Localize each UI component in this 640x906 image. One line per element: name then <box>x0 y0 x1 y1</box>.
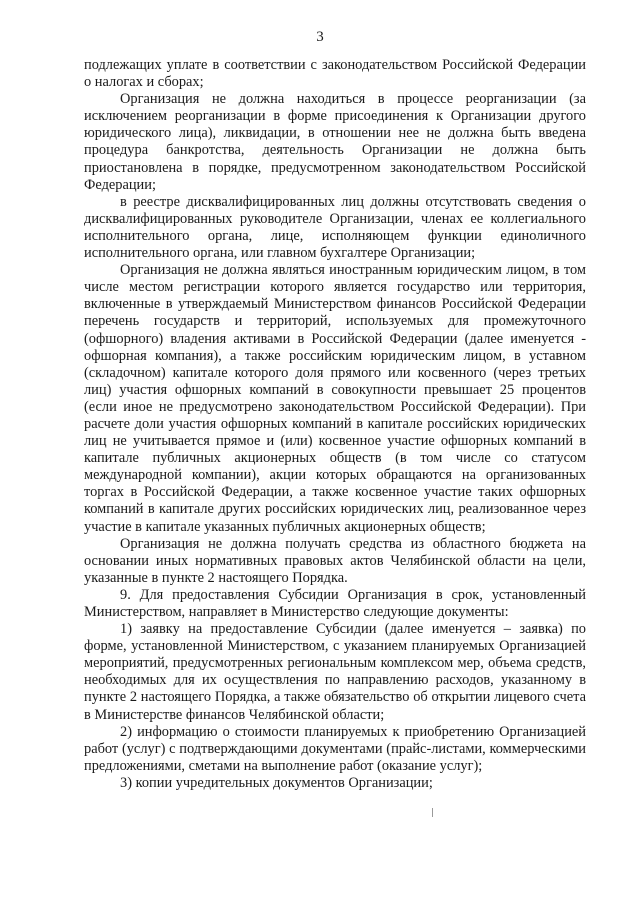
paragraph-item-9-documents: 9. Для предоставления Субсидии Организация в срок, установленный Министерством, направляет в Министерство следующие документы: <box>84 586 586 620</box>
paragraph-disqualified-persons-registry: в реестре дисквалифицированных лиц должны отсутствовать сведения о дисквалифицированных руководителе Организации, членах ее коллегиального исполнительного органа, лице, исполняющем функции единоличного исполнительного органа, или главном бухгалтере Организации; <box>84 193 586 262</box>
paragraph-subitem-2-cost-information: 2) информацию о стоимости планируемых к приобретению Организацией работ (услуг) с подтверждающими документами (прайс-листами, коммерческими предложениями, сметами на выполнение работ (оказание услуг); <box>84 723 586 774</box>
scan-artifact <box>432 808 433 817</box>
page-number: 3 <box>316 29 324 45</box>
paragraph-subitem-3-founding-documents: 3) копии учредительных документов Организации; <box>120 774 433 791</box>
paragraph-subitem-1-application: 1) заявку на предоставление Субсидии (далее именуется – заявка) по форме, установленной Министерством, с указанием планируемых Организацией мероприятий, предусмотренных региональным комплексом мер, объема средств, необходимых для их осуществления по направлению расходов, указанному в пункте 2 настоящего Порядка, а также обязательство об открытии лицевого счета в Министерстве финансов Челябинской области; <box>84 621 586 723</box>
paragraph-no-reorganization: Организация не должна находиться в процессе реорганизации (за исключением реорганизации в форме присоединения к Организации другого юридического лица), ликвидации, в отношении нее не должна быть введена процедура банкротства, деятельность Организации не должна быть приостановлена в порядке, предусмотренном законодательством Российской Федерации; <box>84 91 586 193</box>
paragraph-offshore-restriction: Организация не должна являться иностранным юридическим лицом, в том числе местом регистрации которого является государство или территория, включенные в утверждаемый Министерством финансов Российской Федерации перечень государств и территорий, используемых для промежуточного (офшорного) владения активами в Российской Федерации (далее именуется - офшорная компания), а также российским юридическим лицом, в уставном (складочном) капитале которого доля прямого или косвенного (через третьих лиц) участия офшорных компаний в совокупности превышает 25 процентов (если иное не предусмотрено законодательством Российской Федерации). При расчете доли участия офшорных компаний в капитале российских юридических лиц не учитывается прямое и (или) косвенное участие офшорных компаний в капитале публичных акционерных обществ (в том числе со статусом международной компании), акции которых обращаются на организованных торгах в Российской Федерации, а также косвенное участие таких офшорных компаний в капитале других российских юридических лиц, реализованное через участие в капитале указанных публичных акционерных обществ; <box>84 262 586 535</box>
paragraph-no-other-budget-funds: Организация не должна получать средства из областного бюджета на основании иных нормативных правовых актов Челябинской области на цели, указанные в пункте 2 настоящего Порядка. <box>84 535 586 586</box>
paragraph-taxes-continuation: подлежащих уплате в соответствии с законодательством Российской Федерации о налогах и сборах; <box>84 57 586 91</box>
document-body <box>84 57 586 792</box>
